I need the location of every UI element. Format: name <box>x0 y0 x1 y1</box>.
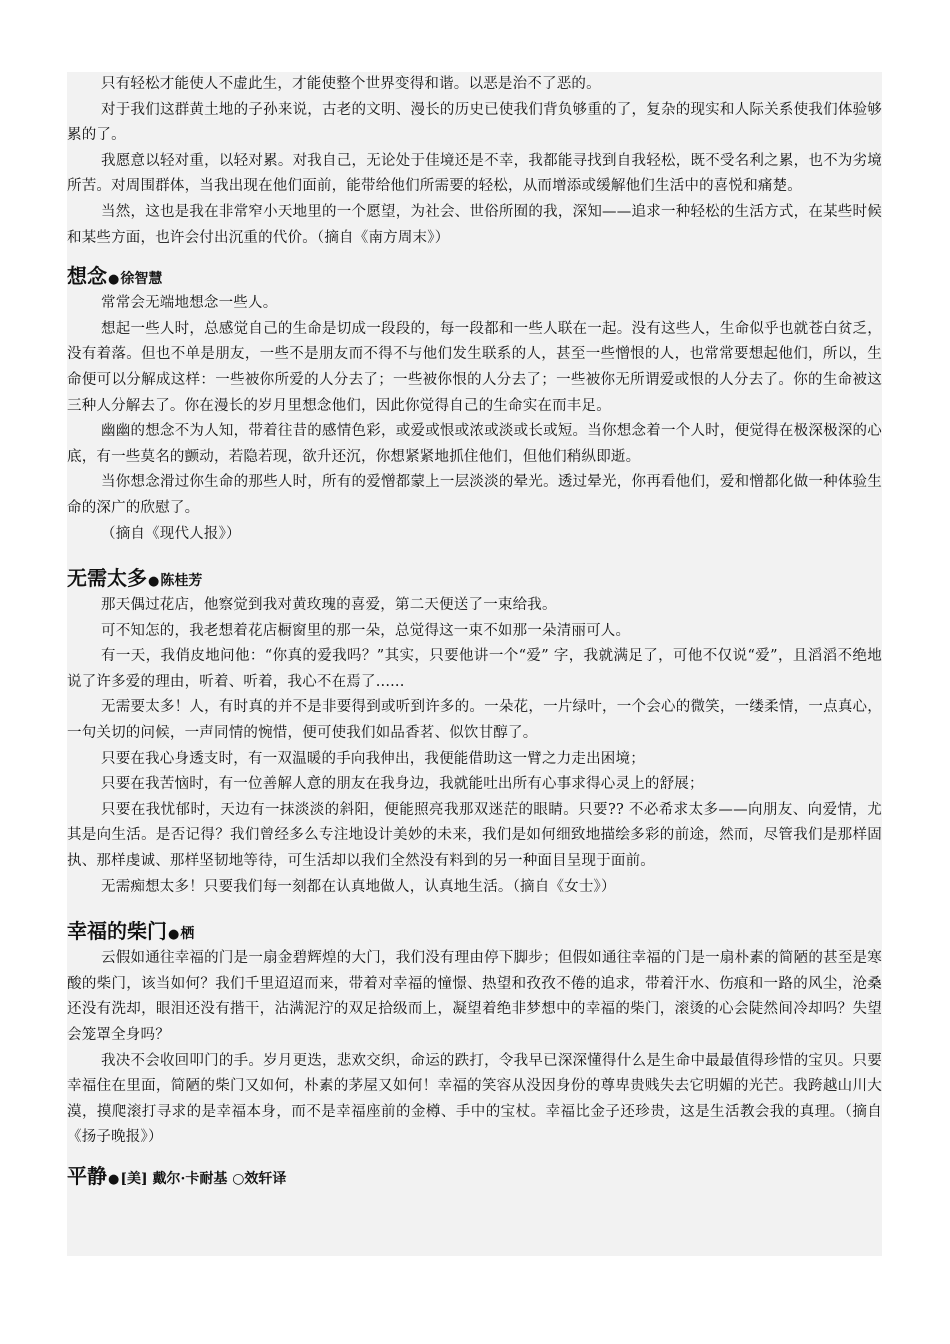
article-title: 幸福的柴门 <box>67 919 167 944</box>
paragraph: 当你想念滑过你生命的那些人时，所有的爱憎都蒙上一层淡淡的晕光。透过晕光，你再看他们，爱和憎都化做一种体验生命的深广的欣慰了。 <box>67 474 882 516</box>
article-author: 徐智慧 <box>120 271 163 288</box>
paragraph: 那天偶过花店，他察觉到我对黄玫瑰的喜爱，第二天便送了一束给我。 <box>101 597 557 614</box>
article-author: [美] 戴尔·卡耐基 ○效轩译 <box>120 1170 287 1187</box>
paragraph: 可不知怎的，我老想着花店橱窗里的那一朵，总觉得这一束不如那一朵清丽可人。 <box>101 622 631 639</box>
article-author: 栖 <box>180 926 195 943</box>
article-title: 想念 <box>67 264 107 289</box>
article-author: 陈桂芳 <box>160 573 203 590</box>
paragraph: 无需痴想太多！只要我们每一刻都在认真地做人，认真地生活。（摘自《女士》） <box>101 878 616 895</box>
paragraph: 无需要太多！人，有时真的并不是非要得到或听到许多的。一朵花，一片绿叶，一个会心的微笑，一缕柔情，一点真心，一句关切的问候，一声同情的惋惜，便可使我们如品香茗、似饮甘醇了。 <box>67 699 882 742</box>
paragraph: 有一天，我俏皮地问他：“你真的爱我吗？”其实，只要他讲一个“爱” 字，我就满足了，可他不仅说“爱”，且滔滔不绝地说了许多爱的理由，听着、听着，我心不在焉了...... <box>67 648 882 690</box>
paragraph: 当然，这也是我在非常窄小天地里的一个愿望，为社会、世俗所囿的我，深知——追求一种轻松的生活方式，在某些时候和某些方面，也许会付出沉重的代价。（摘自《南方周末》） <box>67 203 882 246</box>
bullet-icon: ● <box>148 574 160 590</box>
article-wuxutaiduo <box>67 563 882 900</box>
article-xingfu-chaimen <box>67 916 882 1151</box>
article-heading <box>67 1161 882 1191</box>
bullet-icon: ● <box>108 1171 120 1187</box>
paragraph: 云假如通往幸福的门是一扇金碧辉煌的大门，我们没有理由停下脚步；但假如通往幸福的门是一扇朴素的简陋的甚至是寒酸的柴门，该当如何？我们千里迢迢而来，带着对幸福的憧憬、热望和孜孜不倦的追求，带着汗水、伤痕和一路的风尘，沧桑还没有洗却，眼泪还没有揩干，沾满泥泞的双足拾级而上，凝望着绝非梦想中的幸福的柴门，滚烫的心会陡然间冷却吗？失望会笼罩全身吗？ <box>67 950 882 1043</box>
paragraph: 幽幽的想念不为人知，带着往昔的感情色彩，或爱或恨或浓或淡或长或短。当你想念着一个人时，便觉得在极深极深的心底，有一些莫名的颤动，若隐若现，欲升还沉，你想紧紧地抓住他们，但他们稍纵即逝。 <box>67 423 882 465</box>
article-heading <box>67 261 882 291</box>
paragraph: 对于我们这群黄土地的子孙来说，古老的文明、漫长的历史已使我们背负够重的了，复杂的现实和人际关系使我们体验够累的了。 <box>67 101 882 144</box>
paragraph: 只要在我心身透支时，有一双温暖的手向我伸出，我便能借助这一臂之力走出困境； <box>101 750 645 767</box>
bullet-icon: ● <box>168 927 180 943</box>
paragraph: 只要在我忧郁时，天边有一抹淡淡的斜阳，便能照亮我那双迷茫的眼睛。只要?? 不必希求太多——向朋友、向爱情，尤其是向生活。是否记得？我们曾经多么专注地设计美妙的未来，我们是如何细致地描绘多彩的前途，然而，尽管我们是那样固执、那样虔诚、那样坚韧地等待，可生活却以我们全然没有料到的另一种面目呈现于面前。 <box>67 801 882 870</box>
article-title: 无需太多 <box>67 566 147 591</box>
article-pingjing <box>67 1161 882 1191</box>
source-note: （摘自《现代人报》） <box>101 525 241 542</box>
article-title: 平静 <box>67 1163 107 1188</box>
document-page <box>67 72 882 1256</box>
bullet-icon: ● <box>108 272 120 288</box>
paragraph: 我决不会收回叩门的手。岁月更迭，悲欢交织，命运的跌打，令我早已深深懂得什么是生命中最最值得珍惜的宝贝。只要幸福住在里面，简陋的柴门又如何，朴素的茅屋又如何！幸福的笑容从没因身份的尊卑贵贱失去它明媚的光芒。我跨越山川大漠，摸爬滚打寻求的是幸福本身，而不是幸福座前的金樽、手中的宝杖。幸福比金子还珍贵，这是生活教会我的真理。（摘自《扬子晚报》） <box>67 1052 882 1146</box>
paragraph: 只要在我苦恼时，有一位善解人意的朋友在我身边，我就能吐出所有心事求得心灵上的舒展； <box>101 776 704 793</box>
article-heading <box>67 916 882 946</box>
article-heading <box>67 563 882 593</box>
intro-section <box>67 72 882 251</box>
paragraph: 想起一些人时，总感觉自己的生命是切成一段段的，每一段都和一些人联在一起。没有这些人，生命似乎也就苍白贫乏，没有着落。但也不单是朋友，一些不是朋友而不得不与他们发生联系的人，甚至一些憎恨的人，也常常要想起他们，所以，生命便可以分解成这样：一些被你所爱的人分去了；一些被你恨的人分去了；一些被你无所谓爱或恨的人分去了。你的生命被这三种人分解去了。你在漫长的岁月里想念他们，因此你觉得自己的生命实在而丰足。 <box>67 320 882 414</box>
paragraph: 常常会无端地想念一些人。 <box>101 295 278 312</box>
paragraph: 我愿意以轻对重，以轻对累。对我自己，无论处于佳境还是不幸，我都能寻找到自我轻松，既不受名利之累，也不为劣境所苦。对周围群体，当我出现在他们面前，能带给他们所需要的轻松，从而增添或缓解他们生活中的喜悦和痛楚。 <box>67 152 882 195</box>
article-xiangnian <box>67 261 882 547</box>
paragraph: 只有轻松才能使人不虚此生，才能使整个世界变得和谐。以恶是治不了恶的。 <box>101 76 601 92</box>
